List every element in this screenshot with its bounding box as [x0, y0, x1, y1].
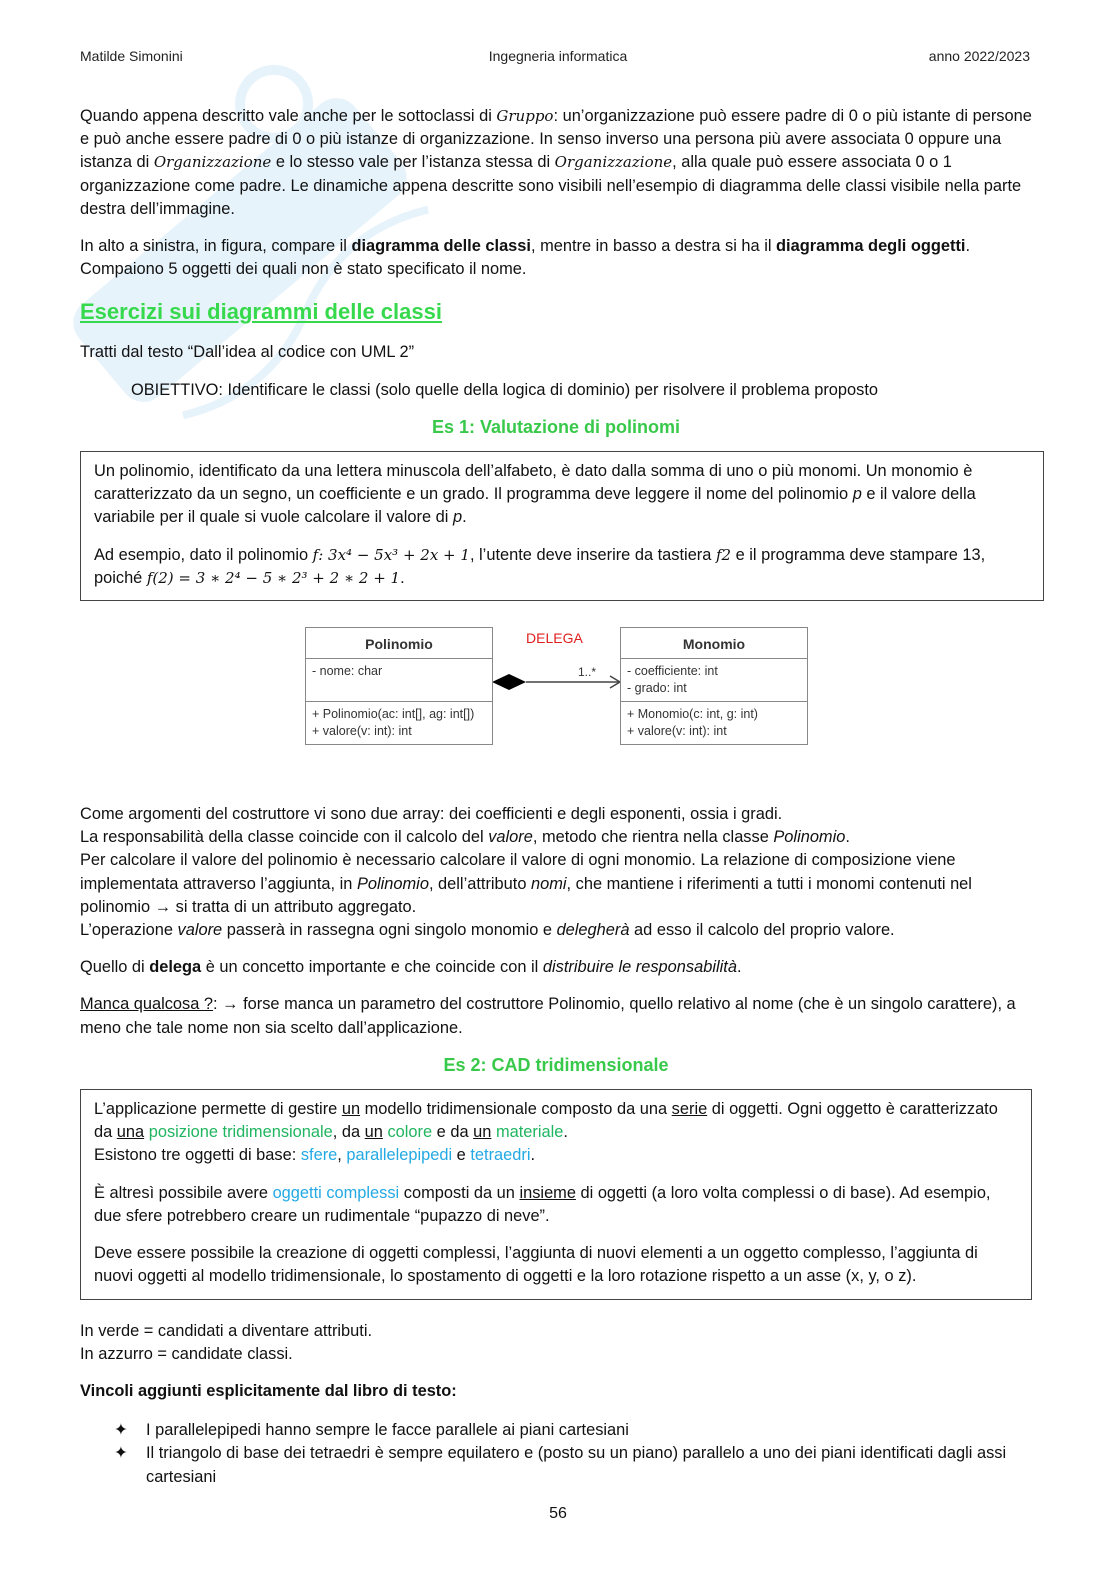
es1-box-paragraph-2: Ad esempio, dato il polinomio f: 3x⁴ − 5x³ + 2x + 1, l’utente deve inserire da tastiera f2 e il programma deve stampare 13, poiché f(2) = 3 ∗ 2⁴ − 5 ∗ 2³ + 2 ∗ 2 + 1. [94, 545, 986, 587]
header-year: anno 2022/2023 [928, 48, 1030, 64]
class-monomio [620, 627, 808, 745]
class-name: Monomio [621, 628, 807, 659]
page-content [80, 105, 1032, 1489]
page-number: 56 [549, 1505, 567, 1522]
class-attributes: - nome: char [306, 659, 492, 702]
manca-paragraph: Manca qualcosa ?: → forse manca un parametro del costruttore Polinomio, quello relativo al nome (che è un singolo carattere), a meno che tale nome non sia scelto dall’applicazione. [80, 995, 1016, 1037]
es1-explanation: Come argomenti del costruttore vi sono due array: dei coefficienti e degli esponenti, ossia i gradi. La responsabilità della classe coincide con il calcolo del valore, metodo che rientra nella classe Polinomio. Per calcolare il valore del polinomio è necessario calcolare il valore di ogni monomio. La relazione di composizione viene implementata attraverso l’aggiunta, in Polinomio, dell’attributo nomi, che mantiene i riferimenti a tutti i monomi contenuti nel polinomio → si tratta di un attributo aggregato. L’operazione valore passerà in rassegna ogni singolo monomio e delegherà ad esso il calcolo del proprio valore. [80, 805, 972, 940]
delega-paragraph: Quello di delega è un concetto importante e che coincide con il distribuire le responsabilità. [80, 958, 742, 977]
class-attributes: - coefficiente: int - grado: int [621, 659, 807, 702]
star-bullet-icon: ✦ [114, 1421, 128, 1440]
math-organizzazione-2: Organizzazione [554, 153, 673, 172]
section-title: Esercizi sui diagrammi delle classi [80, 299, 442, 325]
header-course: Ingegneria informatica [488, 48, 628, 64]
es2-box-paragraph-3: Deve essere possibile la creazione di oggetti complessi, l’aggiunta di nuovi elementi a un oggetto complesso, l’aggiunta di nuovi oggetti al modello tridimensionale, lo spostamento di oggetti e la loro rotazione rispetto a un asse (x, y, o z). [94, 1244, 978, 1286]
es2-box-paragraph-1: L’applicazione permette di gestire un modello tridimensionale composto da una serie di oggetti. Ogni oggetto è caratterizzato da una posizione tridimensionale, da un colore e da un materiale. Esistono tre oggetti di base: sfere, parallelepipedi e tetraedri. [94, 1100, 998, 1165]
list-item: ✦ Il triangolo di base dei tetraedri è sempre equilatero e (posto su un piano) parallelo a uno dei piani identificati dagli assi cartesiani [114, 1444, 1007, 1486]
delega-label: DELEGA [526, 630, 583, 647]
header-author: Matilde Simonini [80, 48, 183, 64]
es2-problem-box [80, 1089, 1032, 1299]
constraints-list [80, 1419, 1032, 1489]
constraints-title: Vincoli aggiunti esplicitamente dal libro di testo: [80, 1381, 457, 1400]
section-objective: OBIETTIVO: Identificare le classi (solo quelle della logica di dominio) per risolvere il problema proposto [131, 380, 879, 399]
math-evaluation: f(2) = 3 ∗ 2⁴ − 5 ∗ 2³ + 2 ∗ 2 + 1 [146, 568, 401, 587]
es1-box-paragraph-1: Un polinomio, identificato da una lettera minuscola dell’alfabeto, è dato dalla somma di uno o più monomi. Un monomio è caratterizzato da un segno, un coefficiente e un grado. Il programma deve leggere il nome del polinomio p e il valore della variabile per il quale si vuole calcolare il valore di p. [94, 462, 976, 527]
es2-box-paragraph-2: È altresì possibile avere oggetti complessi composti da un insieme di oggetti (a loro volta complessi o di base). Ad esempio, due sfere potrebbero creare un rudimentale “pupazzo di neve”. [94, 1183, 991, 1225]
math-polynomial: f: 3x⁴ − 5x³ + 2x + 1 [312, 545, 470, 564]
es1-problem-box [80, 451, 1044, 601]
class-polinomio [305, 627, 493, 745]
list-item: ✦ I parallelepipedi hanno sempre le facce parallele ai piani cartesiani [80, 1419, 1032, 1442]
uml-class-diagram [80, 627, 1032, 777]
class-name: Polinomio [306, 628, 492, 659]
section-source: Tratti dal testo “Dall’idea al codice con UML 2” [80, 343, 415, 362]
star-bullet-icon: ✦ [114, 1444, 128, 1463]
math-gruppo: Gruppo [496, 107, 554, 125]
class-operations: + Monomio(c: int, g: int) + valore(v: int): int [627, 707, 758, 739]
math-f2: f2 [715, 545, 732, 564]
math-organizzazione: Organizzazione [153, 153, 272, 172]
es1-title: Es 1: Valutazione di polinomi [431, 416, 681, 437]
intro-paragraph-1: Quando appena descritto vale anche per le sottoclassi di Gruppo: un’organizzazione può essere padre di 0 o più istante di persone e può anche essere padre di 0 o più istanze di organizzazione. In senso inverso una persona più avere associata 0 oppure una istanza di Organizzazione e lo stesso vale per l’istanza stessa di Organizzazione, alla quale può essere associata 0 o 1 organizzazione come padre. Le dinamiche appena descritte sono visibili nell’esempio di diagramma delle classi visibile nella parte destra dell’immagine. [80, 107, 1032, 218]
class-operations: + Polinomio(ac: int[], ag: int[]) + valore(v: int): int [312, 707, 475, 739]
intro-paragraph-2: In alto a sinistra, in figura, compare il diagramma delle classi, mentre in basso a destra si ha il diagramma degli oggetti. Compaiono 5 oggetti dei quali non è stato specificato il nome. [80, 237, 971, 279]
color-legend: In verde = candidati a diventare attributi. In azzurro = candidate classi. [80, 1321, 373, 1363]
multiplicity-label: 1..* [578, 665, 597, 680]
es2-title: Es 2: CAD tridimensionale [443, 1054, 669, 1075]
